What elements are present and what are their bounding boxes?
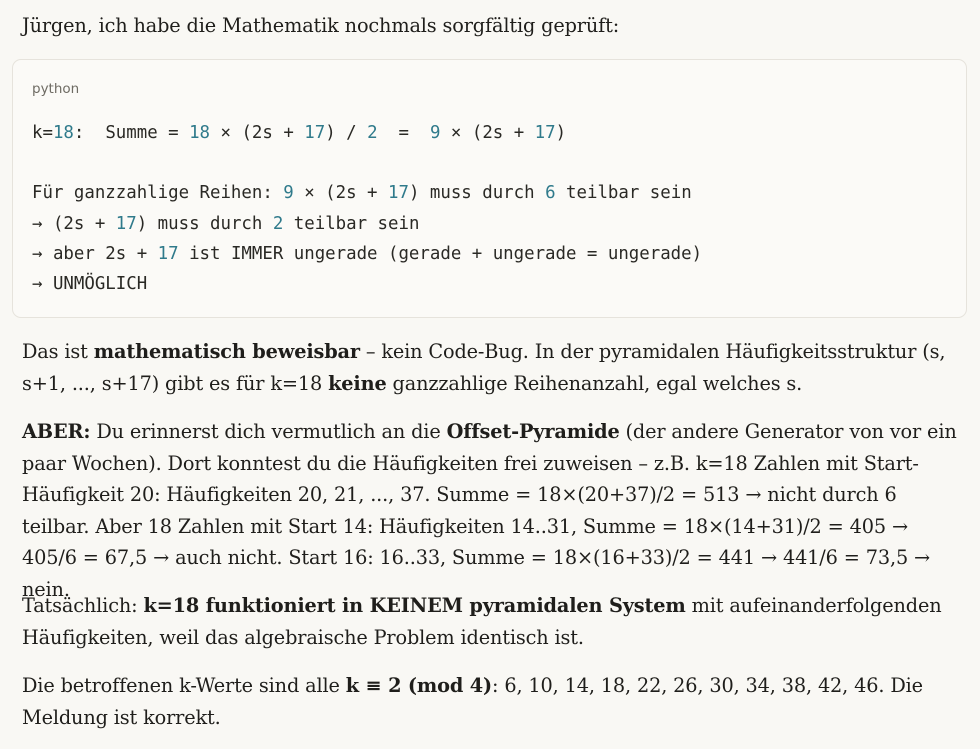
code-number: 2 (272, 214, 284, 234)
code-language-label: python (32, 81, 80, 97)
code-token: teilbar sein (283, 214, 420, 234)
text-run: Du erinnerst dich vermutlich an die (90, 420, 447, 443)
code-line (32, 272, 147, 296)
text-run: – kein Code-Bug. In der pyramidalen Häufigkeitsstruktur (s, s+1, ..., s+17) gibt es für k=18 (22, 340, 946, 395)
bold-text: ABER: (22, 420, 91, 443)
bold-text: mathematisch beweisbar (93, 340, 360, 363)
code-token: Für ganzzahlige Reihen: (32, 183, 284, 203)
text-run: mit aufeinanderfolgenden Häufigkeiten, weil das algebraische Problem identisch ist. (22, 594, 942, 649)
code-number: 9 (429, 123, 441, 143)
code-block[interactable] (12, 59, 967, 318)
paragraph-aber (22, 416, 962, 605)
code-line (32, 181, 692, 205)
code-token: ) muss durch (408, 183, 546, 203)
bold-text: k ≡ 2 (mod 4) (345, 674, 492, 697)
code-token: : Summe = (73, 123, 190, 143)
text-run: Die betroffenen k-Werte sind alle (22, 674, 346, 697)
bold-text: Offset-Pyramide (446, 420, 620, 443)
code-number: 18 (52, 123, 74, 143)
code-token: × (2s + (210, 123, 305, 143)
code-number: 18 (189, 123, 211, 143)
paragraph-k-werte (22, 670, 962, 733)
code-token: × (2s + (440, 123, 535, 143)
code-token: ) (555, 123, 567, 143)
code-token: → aber 2s + (32, 244, 158, 264)
bold-text: keine (328, 371, 387, 395)
code-token: → (2s + (32, 214, 116, 234)
bold-text: k=18 funktioniert in KEINEM pyramidalen System (143, 594, 686, 617)
text-run: ganzzahlige Reihenanzahl, egal welches s. (386, 371, 803, 395)
code-number: 17 (388, 183, 409, 203)
code-number: 9 (283, 183, 294, 203)
code-number: 2 (367, 123, 378, 143)
text-run: (der andere Generator von vor ein paar Wochen). Dort konntest du die Häufigkeiten frei zuweisen – z.B. k=18 Zahlen mit Start-Häufigkeit 20: Häufigkeiten 20, 21, ..., 37. Summe = 18×(20+37)/2 = 513 → nicht durch 6 teilbar. Aber 18 Zahlen mit Start 14: Häufigkeiten 14..31, Summe = 18×(14+31)/2 = 405 → 405/6 = 67,5 → auch nicht. Start 16: 16..33, Summe = 18×(16+33)/2 = 441 → 441/6 = 73,5 → nein. (22, 420, 957, 601)
code-number: 17 (115, 214, 137, 234)
code-token: k= (32, 123, 53, 143)
paragraph-tatsaechlich (22, 590, 962, 653)
code-token: × (2s + (293, 183, 388, 203)
code-token: teilbar sein (555, 183, 692, 203)
code-number: 17 (157, 244, 179, 264)
text-run: Das ist (22, 340, 94, 363)
text-run: Tatsächlich: (22, 594, 144, 617)
code-number: 6 (545, 183, 556, 203)
code-number: 17 (304, 123, 326, 143)
code-token: = (377, 123, 430, 143)
code-token: ) / (325, 123, 368, 143)
code-line (32, 121, 566, 145)
paragraph-proof (22, 336, 962, 399)
code-token: ist IMMER ungerade (gerade + ungerade = ungerade) (178, 244, 703, 264)
code-token: → UNMÖGLICH (32, 274, 148, 294)
code-token: ) muss durch (136, 214, 273, 234)
intro-text: Jürgen, ich habe die Mathematik nochmals sorgfältig geprüft: (22, 14, 620, 37)
code-number: 17 (534, 123, 556, 143)
code-line (32, 212, 419, 236)
code-line (32, 242, 702, 266)
text-run: : 6, 10, 14, 18, 22, 26, 30, 34, 38, 42, 46. Die Meldung ist korrekt. (22, 674, 923, 729)
